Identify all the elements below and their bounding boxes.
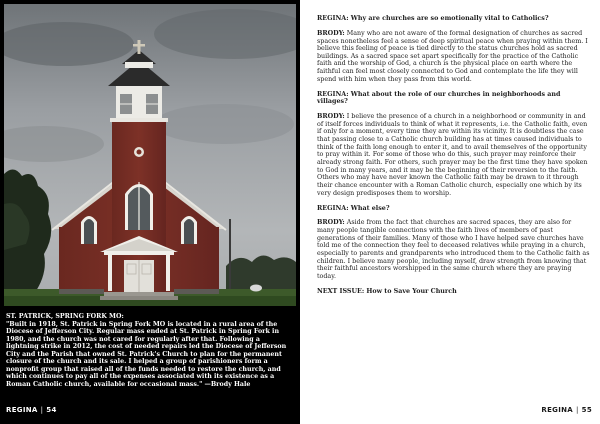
magazine-name: REGINA [6, 406, 38, 414]
answer-text: I believe the presence of a church in a neighborhood or community in and of itself forces individuals to think of what it represents, i.e. the Catholic faith, even if only for a moment, every time they are within its vicinity. It is doubtless the case that passing close to a Catholic church building has at times caused individuals to think of the faith long enough to enter it, and to avail themselves of the opportunity to pray within it. For some of those who do this, such prayer may reinforce their already strong faith. For others, such prayer may be the first time they have spoken to God in many years, and it may be the beginning of their reversion to the faith. Others who may have never known the Catholic faith may be drawn to it through their chance encounter with a Roman Catholic church, especially one which by its very design predisposes them to worship. [317, 113, 588, 197]
answer-text: Aside from the fact that churches are sacred spaces, they are also for many people tangible connections with the faith lives of members of past generations of their families. Many of those who I have helped save churches have told me of the connection they feel to deceased relatives while praying in a church, especially to parents and grandparents who introduced them to the Catholic faith as children. I believe many people, including myself, draw strength from knowing that their faithful ancestors worshipped in the same church where they are praying today. [317, 219, 590, 280]
page-number: 54 [46, 406, 57, 414]
question-text: Why are churches are so emotionally vital to Catholics? [350, 15, 549, 22]
interview-question [317, 205, 590, 213]
speaker-label: REGINA: [317, 204, 349, 212]
interview-question [317, 15, 590, 23]
photo-caption [6, 313, 294, 388]
speaker-label: REGINA: [317, 90, 349, 98]
caption-body: "Built in 1918, St. Patrick in Spring Fork MO is located in a rural area of the Diocese of Jefferson City. Regular mass ended at St. Patrick in Spring Fork in 1980, and the church was not cared for regularly after that. Following a lightning strike in 2012, the cost of needed repairs led the Diocese of Jefferson City and the Parish that owned St. Patrick's Church to plan for the permanent closure of the church and its sale. I helped a group of parishioners form a nonprofit group that raised all of the funds needed to restore the church, and which continues to pay all of the expenses associated with its existence as a Roman Catholic church, available for occasional mass." —Brody Hale [6, 320, 287, 388]
interview-answer [317, 219, 590, 280]
interview-article [317, 15, 590, 303]
speaker-label: BRODY: [317, 113, 345, 121]
answer-text: Many who are not aware of the formal designation of churches as sacred spaces nonetheless feel a sense of deep spiritual peace when praying within them. I believe this feeling of peace is tied directly to the status churches hold as sacred buildings. As a sacred space set apart specifically for the practice of the Catholic faith and the worship of God, a church is the physical place on earth where the faithful can feel most closely connected to God and contemplate the life they will spend with him when they pass from this world. [317, 29, 588, 83]
question-text: What about the role of our churches in neighborhoods and villages? [317, 90, 561, 106]
next-issue-line: NEXT ISSUE: How to Save Your Church [317, 287, 457, 295]
right-page [300, 0, 600, 424]
folio-separator: | [575, 406, 579, 414]
page-folio-left [6, 406, 57, 414]
speaker-label: BRODY: [317, 29, 345, 37]
question-text: What else? [350, 204, 390, 212]
interview-question [317, 91, 590, 106]
interview-answer [317, 30, 590, 84]
speaker-label: BRODY: [317, 219, 345, 227]
page-number: 55 [581, 406, 592, 414]
page-folio-right [541, 406, 592, 414]
speaker-label: REGINA: [317, 15, 349, 22]
interview-answer [317, 113, 590, 197]
church-photo [4, 4, 296, 306]
folio-separator: | [40, 406, 44, 414]
magazine-name: REGINA [541, 406, 573, 414]
caption-title: ST. PATRICK, SPRING FORK MO: [6, 313, 124, 320]
